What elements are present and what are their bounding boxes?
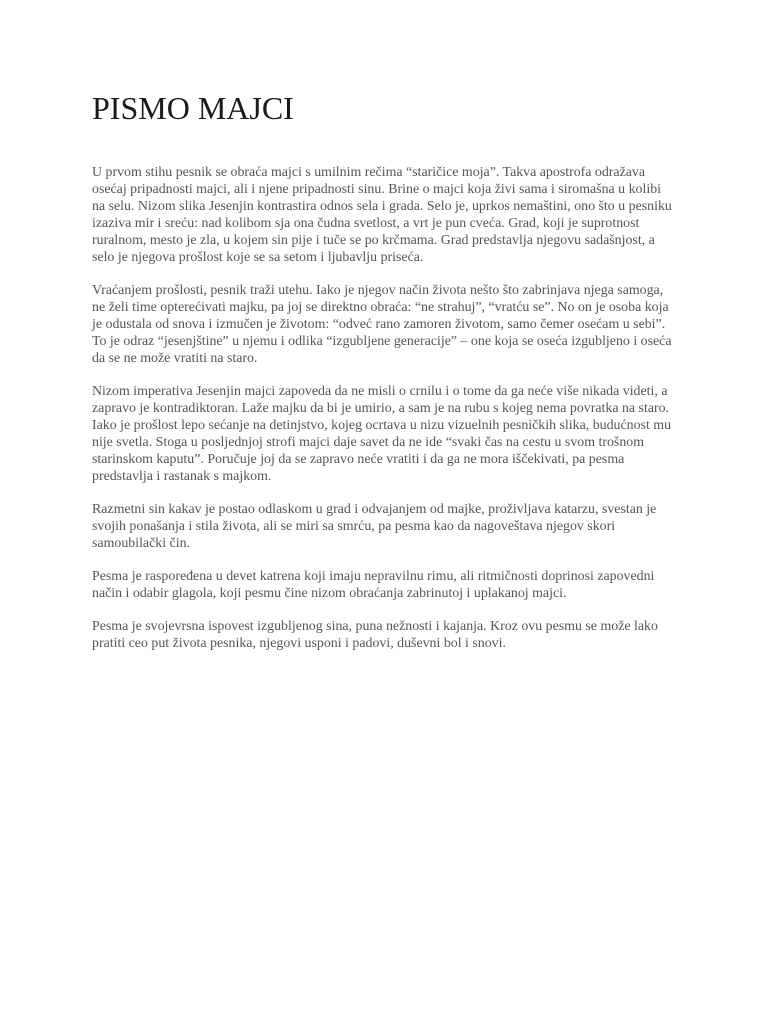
document-body — [92, 164, 676, 668]
document-title: PISMO MAJCI — [92, 90, 294, 126]
paragraph-3: Nizom imperativa Jesenjin majci zapoveda da ne misli o crnilu i o tome da ga neće više nikada videti, a zapravo je kontradiktoran. Laže majku da bi je umirio, a sam je na rubu s kojeg nema povratka na staro. Iako je prošlost lepo sećanje na detinjstvo, kojeg ocrtava u nizu vizuelnih pesničkih slika, budućnost mu nije svetla. Stoga u posljednjoj strofi majci daje savet da ne ide “svaki čas na cestu u svom trošnom starinskom kaputu”. Poručuje joj da se zapravo neće vratiti i da ga ne mora iščekivati, pa pesma predstavlja i rastanak s majkom. — [92, 384, 672, 484]
paragraph-4: Razmetni sin kakav je postao odlaskom u grad i odvajanjem od majke, proživljava katarzu, svestan je svojih ponašanja i stila života, ali se miri sa smrću, pa pesma kao da nagoveštava njegov skori samoubilački čin. — [92, 502, 657, 551]
paragraph-1: U prvom stihu pesnik se obraća majci s umilnim rečima “staričice moja”. Takva apostrofa odražava osećaj pripadnosti majci, ali i njene pripadnosti sinu. Brine o majci koja živi sama i siromašna u kolibi na selu. Nizom slika Jesenjin kontrastira odnos sela i grada. Selo je, uprkos nemaštini, ono što u pesniku izaziva mir i sreću: nad kolibom sja ona čudna svetlost, a vrt je pun cveća. Grad, koji je suprotnost ruralnom, mesto je zla, u kojem sin pije i tuče se po krčmama. Grad predstavlja njegovu sadašnjost, a selo je njegova prošlost koje se sa setom i ljubavlju priseća. — [92, 165, 672, 265]
paragraph-6: Pesma je svojevrsna ispovest izgubljenog sina, puna nežnosti i kajanja. Kroz ovu pesmu se može lako pratiti ceo put života pesnika, njegovi usponi i padovi, duševni bol i snovi. — [92, 619, 658, 651]
paragraph-2: Vraćanjem prošlosti, pesnik traži utehu. Iako je njegov način života nešto što zabrinjava njega samoga, ne želi time opterećivati majku, pa joj se direktno obraća: “ne strahuj”, “vratću se”. No on je osoba koja je odustala od snova i izmučen je životom: “odveć rano zamoren životom, samo čemer osećam u sebi”. To je odraz “jesenjštine” u njemu i odlika “izgubljene generacije” – one koja se oseća izgubljeno i oseća da se ne može vratiti na staro. — [92, 283, 672, 366]
paragraph-5: Pesma je raspoređena u devet katrena koji imaju nepravilnu rimu, ali ritmičnosti doprinosi zapovedni način i odabir glagola, koji pesmu čine nizom obraćanja zabrinutoj i uplakanoj majci. — [92, 569, 655, 601]
